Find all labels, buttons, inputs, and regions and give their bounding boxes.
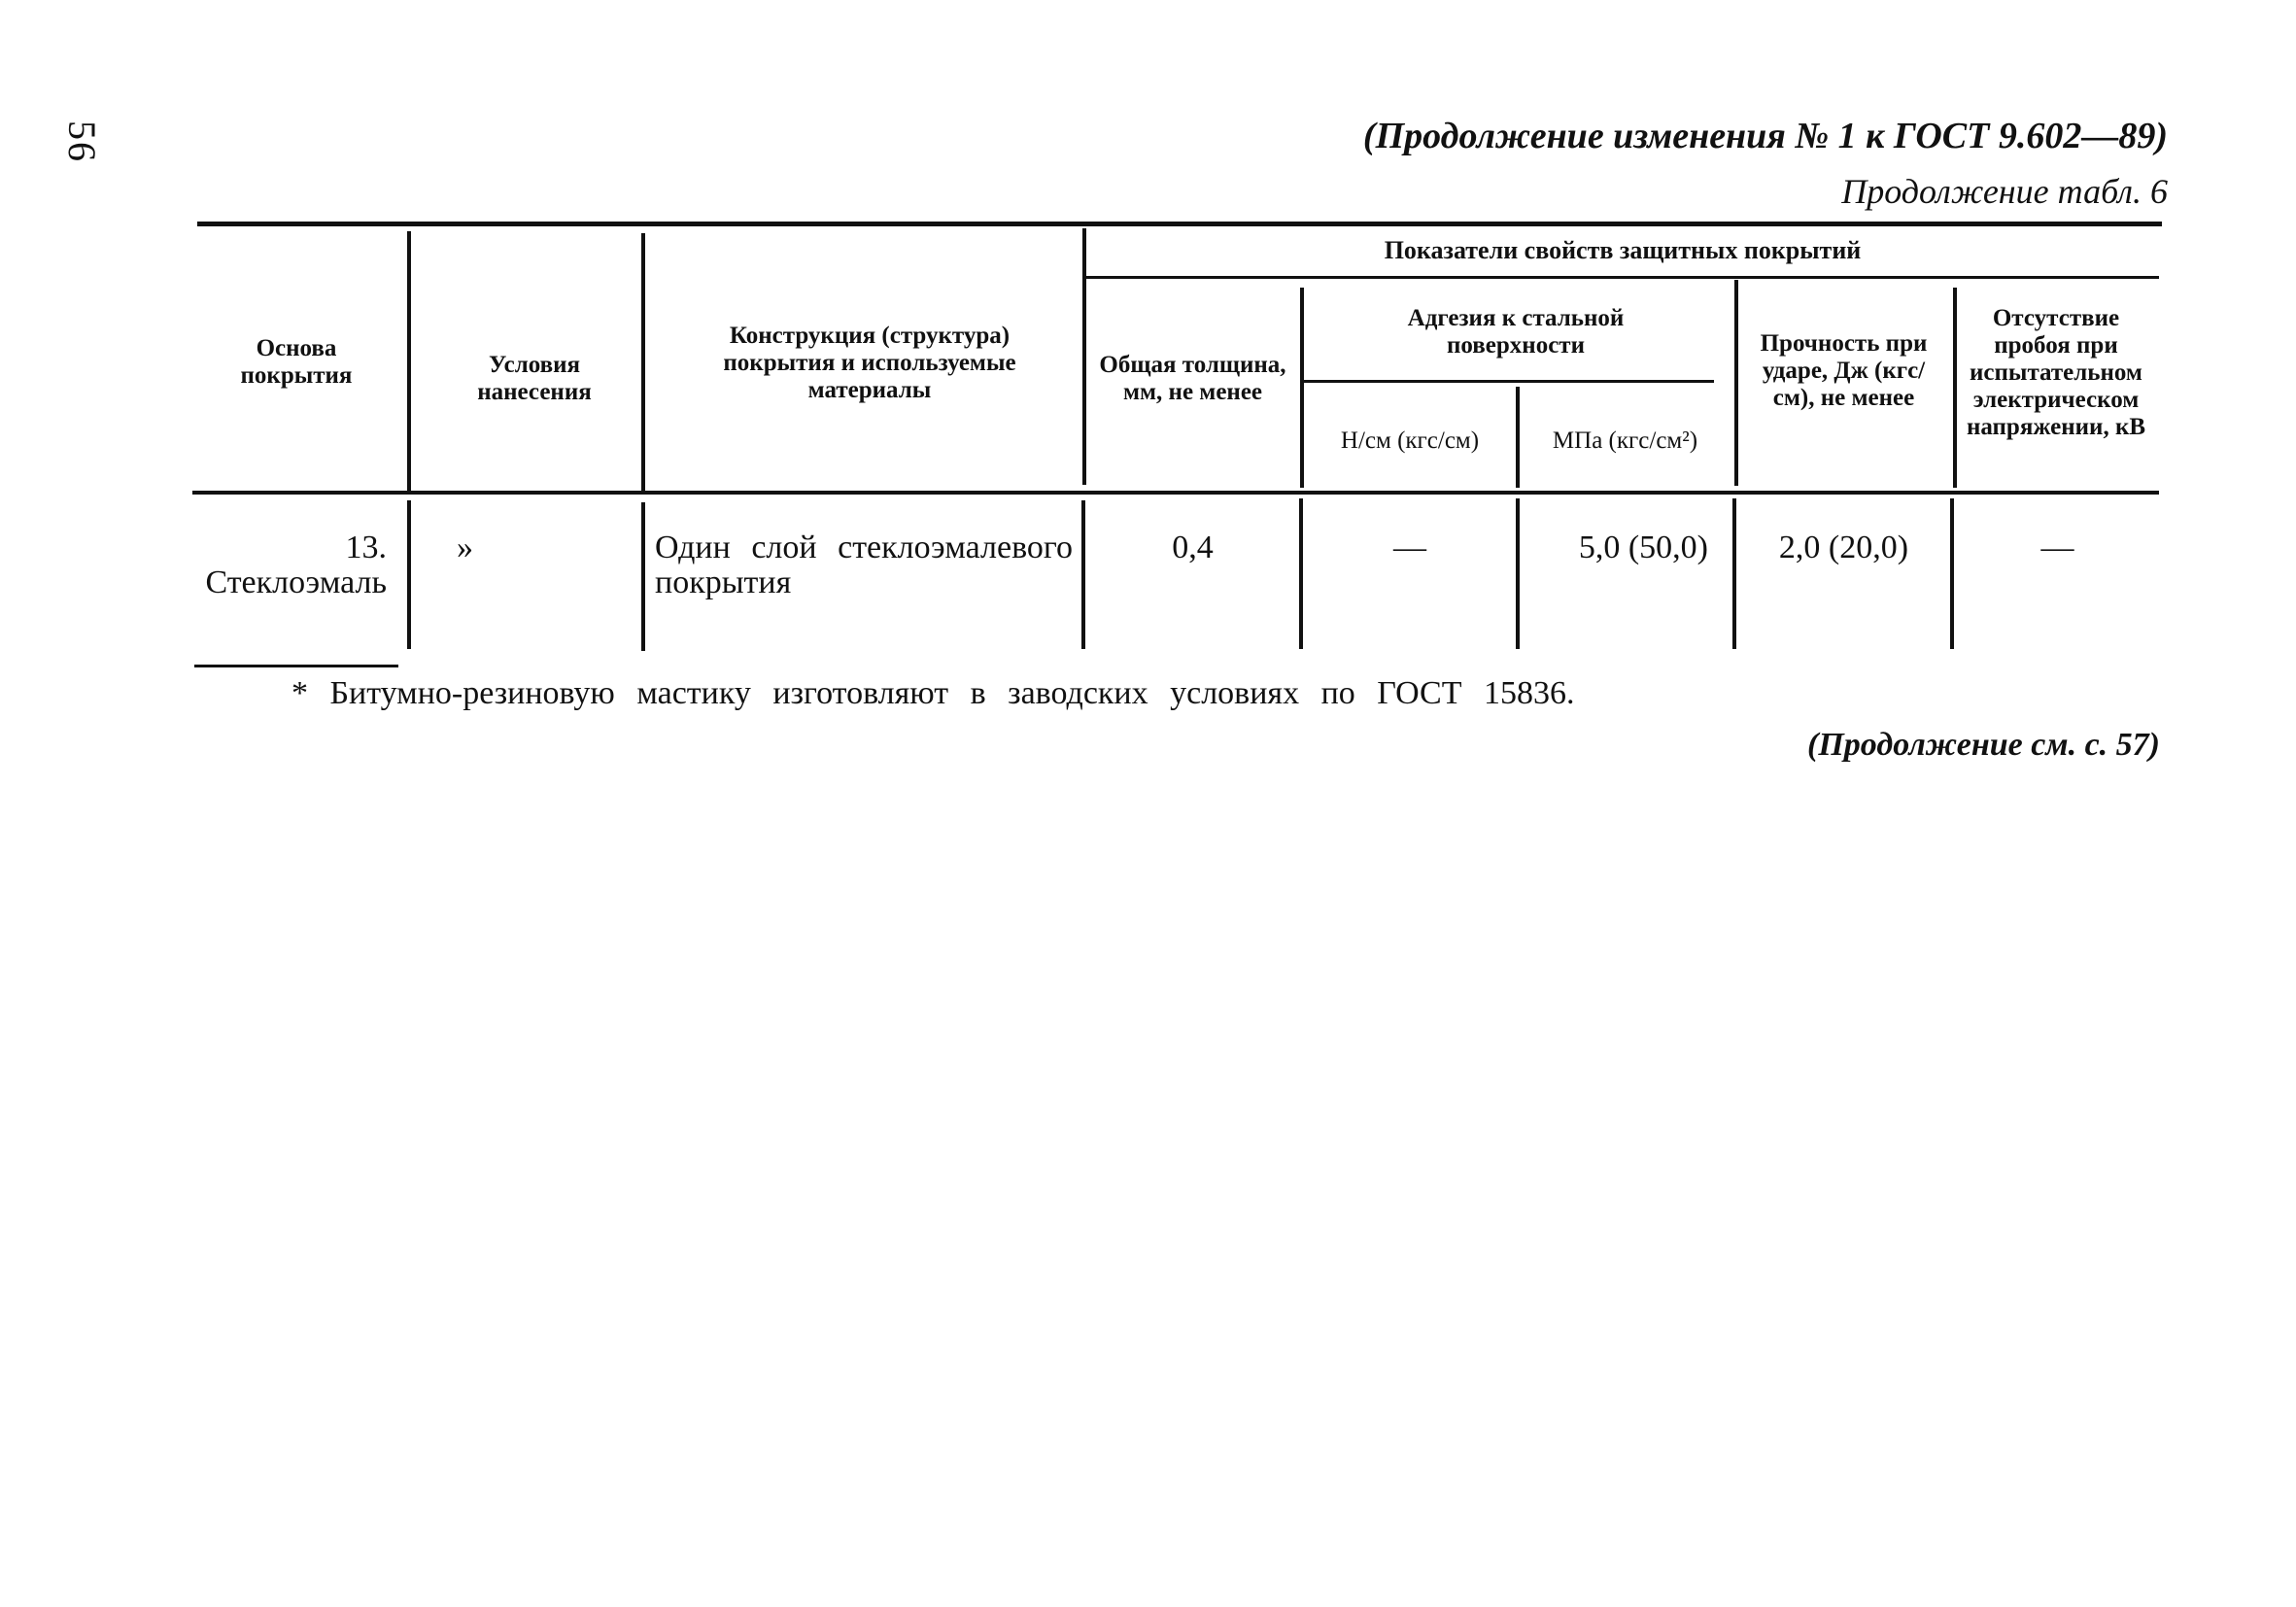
adhesion-header-rule [1302,380,1714,383]
table-bottom-rule [194,665,398,667]
header-conditions: Условия нанесения [477,352,592,405]
header-adhesion-mpa: МПа (кгс/см²) [1552,427,1698,454]
header-impact: Прочность при ударе, Дж (кгс/см), не менее [1760,330,1928,411]
col-divider [1950,498,1954,649]
table-top-rule [197,222,2162,226]
col-divider [1082,228,1086,485]
col-divider [1734,280,1738,486]
cell-impact: 2,0 (20,0) [1778,530,1909,565]
col-divider [1516,498,1520,649]
header-base: Основа покрытия [240,335,353,389]
cell-construction: Один слой стеклоэмалевого покрытия [655,530,1073,600]
header-construction: Конструкция (структура) покрытия и используемые материалы [723,323,1016,403]
header-breakdown: Отсутствие пробоя при испытательном электрическом напряжении, кВ [1966,305,2146,440]
header-adhesion-n: Н/см (кгс/см) [1340,427,1480,454]
header-thickness: Общая толщина, мм, не менее [1099,352,1286,405]
header-group: Показатели свойств защитных покрытий [1384,236,1862,264]
col-divider [641,233,645,492]
group-header-rule [1086,276,2159,279]
header-adhesion: Адгезия к стальной поверхности [1407,305,1625,359]
col-divider [1953,288,1957,488]
col-divider [1299,498,1303,649]
col-divider [1732,498,1736,649]
cell-base: 13. Стеклоэмаль [205,530,387,600]
header-bottom-rule [192,491,2159,495]
page-number: 56 [60,120,104,163]
cell-thickness: 0,4 [1172,530,1214,565]
continuation-note: (Продолжение см. с. 57) [1807,727,2160,763]
cell-adhesion-n: — [1393,530,1426,565]
col-divider [1516,387,1520,488]
footnote: * Битумно-резиновую мастику изготовляют в заводских условиях по ГОСТ 15836. [291,675,1575,711]
cell-adhesion-mpa: 5,0 (50,0) [1578,530,1708,565]
cell-conditions: » [457,530,473,565]
col-divider [407,500,411,649]
col-divider [1300,288,1304,488]
col-divider [1081,500,1085,649]
col-divider [641,502,645,651]
cell-breakdown: — [2040,530,2074,565]
table-note: Продолжение табл. 6 [1841,172,2168,211]
header-note: (Продолжение изменения № 1 к ГОСТ 9.602—89) [1362,116,2168,156]
col-divider [407,231,411,492]
